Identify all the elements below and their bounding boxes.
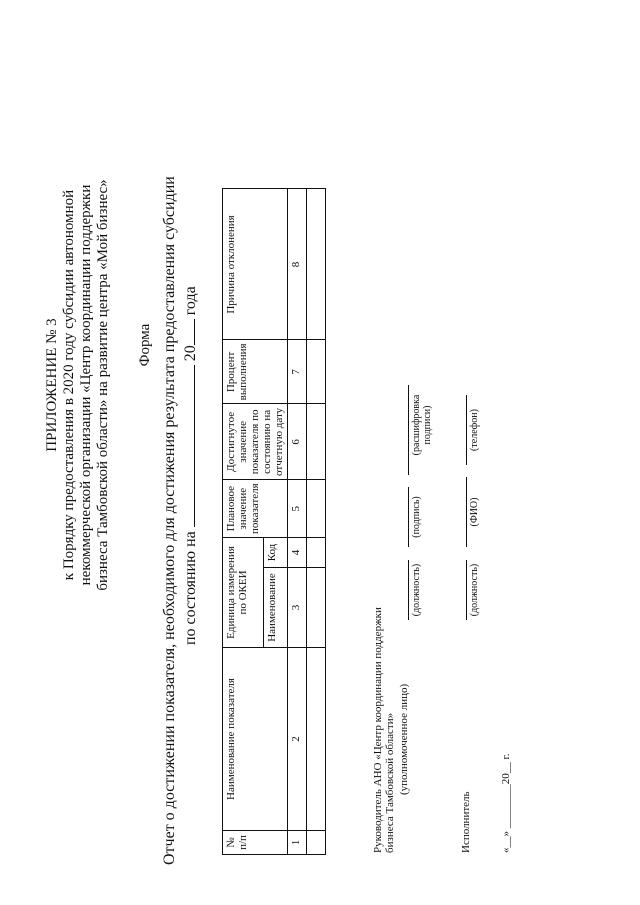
col-number-3: 3 (288, 568, 307, 648)
position-line (408, 560, 409, 620)
report-date-prefix: по состоянию на (182, 531, 199, 645)
col-number-5: 5 (288, 480, 307, 538)
col-number-2: 2 (288, 648, 307, 831)
head-sub: (уполномоченное лицо) (398, 683, 410, 795)
col-number-1: 1 (288, 831, 307, 855)
header-unit-code: Код (263, 538, 287, 568)
header-row-1 (223, 189, 264, 855)
empty-cell (307, 538, 326, 568)
col-number-8: 8 (288, 189, 307, 340)
report-date-year: 20 (182, 345, 199, 362)
signature-line (408, 487, 409, 547)
annex-title: ПРИЛОЖЕНИЕ № 3 (44, 318, 60, 452)
date-line: «__» ________20__ г. (500, 753, 512, 853)
header-percent: Процент выполнения (223, 340, 288, 404)
empty-cell (307, 568, 326, 648)
annex-block (44, 165, 112, 605)
col-number-4: 4 (288, 538, 307, 568)
empty-cell (307, 340, 326, 404)
head-label: Руководитель АНО «Центр координации поддержки бизнеса Тамбовской области» (372, 607, 396, 853)
annex-line-2: некоммерческой организации «Центр координации поддержки (78, 184, 94, 586)
report-table (222, 188, 326, 855)
header-unit: Единица измерения по ОКЕИ (223, 538, 264, 648)
annex-line-3: бизнеса Тамбовской области» на развитие центра «Мой бизнес» (95, 179, 111, 591)
empty-cell (307, 648, 326, 831)
report-date-suffix: года (182, 286, 199, 316)
annex-line-1: к Порядку предоставления в 2020 году субсидии автономной (61, 189, 77, 581)
caption-decode: (расшифровка подписи) (411, 394, 433, 456)
column-number-row (288, 189, 307, 855)
empty-cell (307, 480, 326, 538)
empty-cell (307, 831, 326, 855)
report-date (180, 286, 200, 645)
caption-position: (должность) (411, 563, 422, 617)
caption-phone: (телефон) (469, 409, 480, 451)
year-blank (180, 319, 195, 345)
date-blank (180, 377, 195, 527)
header-unit-name: Наименование (263, 568, 287, 648)
col-number-7: 7 (288, 340, 307, 404)
empty-data-row (307, 189, 326, 855)
position2-line (466, 560, 467, 620)
header-num: № п/п (223, 831, 288, 855)
report-title: Отчет о достижении показателя, необходимого для достижения результата предоставления субсидии (161, 176, 178, 865)
empty-cell (307, 189, 326, 340)
year-prefix-blank (180, 365, 195, 377)
caption-position-2: (должность) (469, 563, 480, 617)
header-name: Наименование показателя (223, 648, 288, 831)
decode-line (408, 385, 409, 475)
col-number-6: 6 (288, 404, 307, 480)
form-label: Форма (137, 323, 153, 367)
phone-line (466, 395, 467, 465)
fio-line (466, 477, 467, 547)
header-plan: Плановое значение показателя (223, 480, 288, 538)
empty-cell (307, 404, 326, 480)
executor-label: Исполнитель (460, 791, 472, 853)
header-achieved: Достигнутое значение показателя по состоянию на отчетную дату (223, 404, 288, 480)
caption-fio: (ФИО) (469, 497, 480, 527)
caption-signature: (подпись) (411, 496, 422, 538)
header-reason: Причина отклонения (223, 189, 288, 340)
